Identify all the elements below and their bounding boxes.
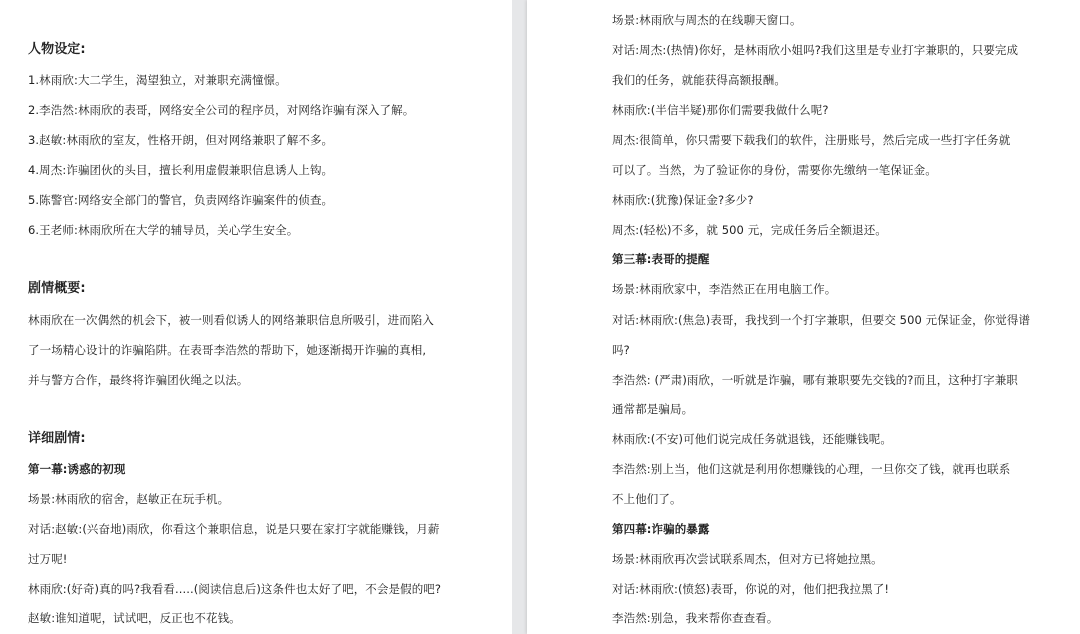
- text-line: 场景:林雨欣与周杰的在线聊天窗口。: [612, 13, 802, 27]
- text-line: 李浩然:别急，我来帮你查查看。: [612, 611, 779, 625]
- text-line: 对话:赵敏:(兴奋地)雨欣，你看这个兼职信息，说是只要在家打字就能赚钱，月薪: [28, 522, 440, 536]
- text-line: 林雨欣在一次偶然的机会下，被一则看似诱人的网络兼职信息所吸引，进而陷入: [28, 313, 434, 327]
- text-line: 李浩然:别上当，他们这就是利用你想赚钱的心理，一旦你交了钱，就再也联系: [612, 462, 1011, 476]
- text-line: 场景:林雨欣再次尝试联系周杰，但对方已将她拉黑。: [612, 552, 883, 566]
- text-line: 5.陈警官:网络安全部门的警官，负责网络诈骗案件的侦查。: [28, 193, 334, 207]
- text-line: 场景:林雨欣的宿舍，赵敏正在玩手机。: [28, 492, 230, 506]
- text-line: 通常都是骗局。: [612, 402, 694, 416]
- section-heading-characters: 人物设定:: [28, 42, 86, 57]
- text-line: 可以了。当然，为了验证你的身份，需要你先缴纳一笔保证金。: [612, 163, 937, 177]
- text-line: 并与警方合作，最终将诈骗团伙绳之以法。: [28, 373, 249, 387]
- document-page-right: [527, 0, 1080, 634]
- text-line: 周杰:(轻松)不多，就 500 元，完成任务后全额退还。: [612, 223, 887, 237]
- text-line: 对话:林雨欣:(焦急)表哥，我找到一个打字兼职，但要交 500 元保证金，你觉得谱: [612, 313, 1031, 327]
- page-gutter: [512, 0, 527, 634]
- text-line: 6.王老师:林雨欣所在大学的辅导员，关心学生安全。: [28, 223, 299, 237]
- text-line: 场景:林雨欣家中，李浩然正在用电脑工作。: [612, 282, 837, 296]
- section-heading-synopsis: 剧情概要:: [28, 281, 86, 296]
- act-heading: 第一幕:诱惑的初现: [28, 462, 126, 476]
- text-line: 不上他们了。: [612, 492, 682, 506]
- text-line: 我们的任务，就能获得高额报酬。: [612, 73, 786, 87]
- text-line: 1.林雨欣:大二学生，渴望独立，对兼职充满憧憬。: [28, 73, 287, 87]
- act-heading: 第三幕:表哥的提醒: [612, 252, 710, 266]
- text-line: 对话:周杰:(热情)你好，是林雨欣小姐吗?我们这里是专业打字兼职的，只要完成: [612, 43, 1019, 57]
- text-line: 林雨欣:(半信半疑)那你们需要我做什么呢?: [612, 103, 829, 117]
- text-line: 4.周杰:诈骗团伙的头目，擅长利用虚假兼职信息诱人上钩。: [28, 163, 334, 177]
- act-heading: 第四幕:诈骗的暴露: [612, 522, 710, 536]
- text-line: 2.李浩然:林雨欣的表哥，网络安全公司的程序员，对网络诈骗有深入了解。: [28, 103, 415, 117]
- text-line: 周杰:很简单，你只需要下载我们的软件，注册账号，然后完成一些打字任务就: [612, 133, 1011, 147]
- text-line: 林雨欣:(好奇)真的吗?我看看.....(阅读信息后)这条件也太好了吧，不会是假的吧?: [28, 582, 442, 596]
- section-heading-plot: 详细剧情:: [28, 431, 86, 446]
- text-line: 吗?: [612, 343, 630, 357]
- text-line: 3.赵敏:林雨欣的室友，性格开朗，但对网络兼职了解不多。: [28, 133, 334, 147]
- text-line: 过万呢!: [28, 552, 68, 566]
- text-line: 林雨欣:(犹豫)保证金?多少?: [612, 193, 754, 207]
- text-line: 李浩然: (严肃)雨欣，一听就是诈骗，哪有兼职要先交钱的?而且，这种打字兼职: [612, 373, 1018, 387]
- text-line: 赵敏:谁知道呢，试试吧，反正也不花钱。: [28, 611, 241, 625]
- document-page-left: [0, 0, 512, 634]
- text-line: 林雨欣:(不安)可他们说完成任务就退钱，还能赚钱呢。: [612, 432, 892, 446]
- text-line: 对话:林雨欣:(愤怒)表哥，你说的对，他们把我拉黑了!: [612, 582, 890, 596]
- text-line: 了一场精心设计的诈骗陷阱。在表哥李浩然的帮助下，她逐渐揭开诈骗的真相,: [28, 343, 427, 357]
